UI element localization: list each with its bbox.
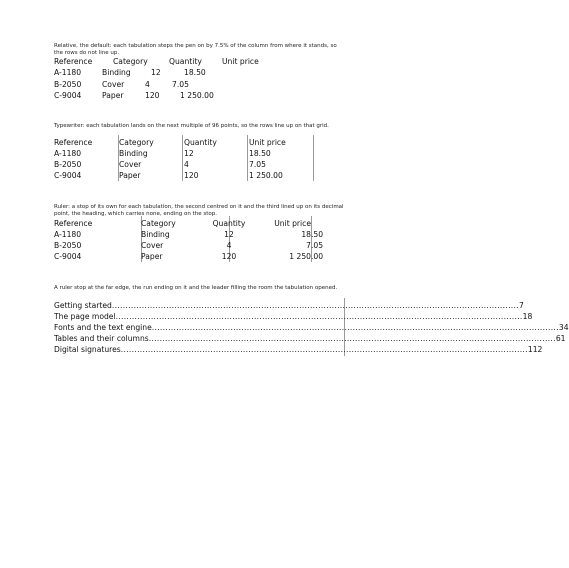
section1-caption: Relative, the default: each tabulation steps the pen on by 7.5% of the column from where it stands, so the rows do not line up. — [54, 43, 337, 56]
toc-title: Fonts and the text engine — [54, 323, 152, 332]
header-category: Category — [113, 57, 148, 66]
table-row — [0, 160, 401, 170]
toc-title: Getting started — [54, 301, 112, 310]
toc-page: 7 — [518, 301, 524, 310]
cell-reference: B-2050 — [54, 241, 82, 250]
cell-category: Paper — [141, 252, 163, 261]
cell-quantity: 4 — [184, 160, 189, 169]
toc-page: 61 — [555, 334, 566, 343]
cell-quantity: 12 — [184, 149, 194, 158]
toc-title: Digital signatures — [54, 345, 121, 354]
toc-title: Tables and their columns — [54, 334, 149, 343]
cell-unit-price-frac: .00 — [311, 252, 324, 261]
header-unit-price: Unit price — [249, 138, 286, 147]
cell-unit-price-int: 7 — [306, 241, 311, 250]
cell-reference: C-9004 — [54, 91, 82, 100]
cell-unit-price-int: 18 — [301, 230, 311, 239]
toc-page: 18 — [522, 312, 533, 321]
cell-quantity: 120 — [184, 171, 199, 180]
section2-header-row — [0, 138, 401, 148]
cell-unit-price-frac: .05 — [311, 241, 324, 250]
cell-quantity: 12 — [224, 230, 234, 239]
toc-title: The page model — [54, 312, 116, 321]
toc-entry — [54, 333, 566, 344]
header-quantity: Quantity — [184, 138, 217, 147]
toc-leader: ...................................................................................................................................................... — [115, 312, 523, 321]
toc-entry — [54, 344, 543, 355]
cell-category: Cover — [102, 80, 125, 89]
cell-unit-price: 18.50 — [249, 149, 271, 158]
cell-unit-price-frac: .50 — [311, 230, 324, 239]
cell-quantity: 4 — [226, 241, 232, 250]
cell-unit-price: 18.50 — [184, 68, 206, 77]
cell-reference: B-2050 — [54, 160, 82, 169]
table-row — [0, 149, 401, 159]
cell-reference: C-9004 — [54, 252, 82, 261]
cell-category: Paper — [119, 171, 141, 180]
header-category: Category — [141, 219, 176, 228]
header-unit-price: Unit price — [222, 57, 259, 66]
header-reference: Reference — [54, 219, 93, 228]
cell-unit-price: 7.05 — [172, 80, 189, 89]
cell-quantity: 12 — [151, 68, 161, 77]
header-category: Category — [119, 138, 154, 147]
toc-entry — [54, 300, 524, 311]
cell-unit-price-int: 1 250 — [289, 252, 311, 261]
toc-leader: ...................................................................................................................................................... — [120, 345, 528, 354]
cell-category: Binding — [102, 68, 131, 77]
cell-category: Paper — [102, 91, 124, 100]
toc-leader: ...................................................................................................................................................... — [151, 323, 559, 332]
table-row — [0, 241, 401, 251]
cell-quantity: 120 — [145, 91, 160, 100]
table-row — [0, 80, 401, 90]
cell-category: Binding — [119, 149, 148, 158]
header-reference: Reference — [54, 138, 93, 147]
header-reference: Reference — [54, 57, 93, 66]
section4-caption: A ruler stop at the far edge, the run ending on it and the leader filling the room the tabulation opened. — [54, 285, 338, 291]
toc-page: 34 — [558, 323, 569, 332]
toc-entry — [54, 322, 569, 333]
table-row — [0, 171, 401, 181]
cell-unit-price: 7.05 — [249, 160, 266, 169]
cell-category: Cover — [119, 160, 142, 169]
toc-leader: ...................................................................................................................................................... — [111, 301, 519, 310]
cell-quantity: 120 — [221, 252, 237, 261]
header-unit-price: Unit price — [274, 219, 311, 228]
cell-category: Binding — [141, 230, 170, 239]
toc-leader: ...................................................................................................................................................... — [148, 334, 556, 343]
section2-caption: Typewriter: each tabulation lands on the next multiple of 96 points, so the rows line up on that grid. — [54, 123, 329, 129]
cell-reference: A-1180 — [54, 68, 82, 77]
table-row — [0, 230, 401, 240]
section3-header-row — [0, 219, 401, 229]
toc-entry — [54, 311, 533, 322]
table-row — [0, 252, 401, 262]
cell-unit-price: 1 250.00 — [180, 91, 214, 100]
cell-category: Cover — [141, 241, 164, 250]
table-row — [0, 91, 401, 101]
section1-header-row — [0, 57, 401, 67]
cell-quantity: 4 — [145, 80, 150, 89]
cell-reference: A-1180 — [54, 149, 82, 158]
header-quantity: Quantity — [169, 57, 202, 66]
toc-page: 112 — [527, 345, 543, 354]
cell-reference: C-9004 — [54, 171, 82, 180]
cell-reference: B-2050 — [54, 80, 82, 89]
table-row — [0, 68, 401, 78]
cell-unit-price: 1 250.00 — [249, 171, 283, 180]
header-quantity: Quantity — [212, 219, 246, 228]
cell-reference: A-1180 — [54, 230, 82, 239]
section3-caption: Ruler: a stop of its own for each tabulation, the second centred on it and the third lined up on its decimal point, the heading, which carries none, ending on the stop. — [54, 204, 344, 217]
